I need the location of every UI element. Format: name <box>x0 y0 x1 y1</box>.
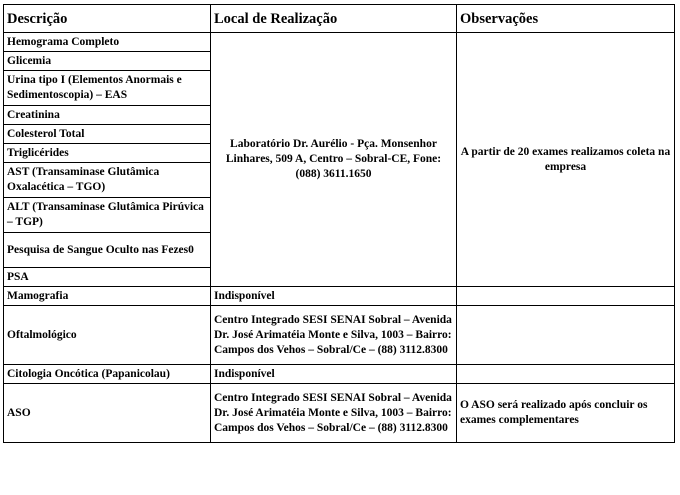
exam-psa: PSA <box>4 268 211 287</box>
oftalmologico-local: Centro Integrado SESI SENAI Sobral – Avenida Dr. José Arimatéia Monte e Silva, 1003 – Bairro: Campos dos Vehos – Sobral/Ce – (88) 3112.8300 <box>211 306 457 365</box>
header-local: Local de Realização <box>211 5 457 33</box>
table-header-row <box>4 5 675 33</box>
exams-table <box>3 4 675 443</box>
exam-triglicerides: Triglicérides <box>4 144 211 163</box>
exam-ast: AST (Transaminase Glutâmica Oxalacética – TGO) <box>4 163 211 198</box>
exam-aso: ASO <box>4 384 211 443</box>
lab-location-cell: Laboratório Dr. Aurélio - Pça. Monsenhor Linhares, 509 A, Centro – Sobral-CE, Fone: (088) 3611.1650 <box>211 33 457 287</box>
aso-local: Centro Integrado SESI SENAI Sobral – Avenida Dr. José Arimatéia Monte e Silva, 1003 – Bairro: Campos dos Vehos – Sobral/Ce – (88) 3112.8300 <box>211 384 457 443</box>
header-descricao: Descrição <box>4 5 211 33</box>
exam-oftalmologico: Oftalmológico <box>4 306 211 365</box>
exam-hemograma: Hemograma Completo <box>4 33 211 52</box>
exam-colesterol: Colesterol Total <box>4 125 211 144</box>
table-row <box>4 306 675 365</box>
exam-glicemia: Glicemia <box>4 52 211 71</box>
oftalmologico-obs <box>457 306 675 365</box>
table-row <box>4 33 675 52</box>
table-row <box>4 365 675 384</box>
exam-alt: ALT (Transaminase Glutâmica Pirúvica – TGP) <box>4 198 211 233</box>
mamografia-local: Indisponível <box>211 287 457 306</box>
exam-urina: Urina tipo I (Elementos Anormais e Sedimentoscopia) – EAS <box>4 71 211 106</box>
aso-obs: O ASO será realizado após concluir os exames complementares <box>457 384 675 443</box>
exam-sangue-oculto: Pesquisa de Sangue Oculto nas Fezes0 <box>4 233 211 268</box>
citologia-local: Indisponível <box>211 365 457 384</box>
table-row <box>4 287 675 306</box>
exam-citologia: Citologia Oncótica (Papanicolau) <box>4 365 211 384</box>
lab-observation-cell: A partir de 20 exames realizamos coleta na empresa <box>457 33 675 287</box>
mamografia-obs <box>457 287 675 306</box>
citologia-obs <box>457 365 675 384</box>
table-row <box>4 384 675 443</box>
exam-mamografia: Mamografia <box>4 287 211 306</box>
exam-creatinina: Creatinina <box>4 106 211 125</box>
header-observacoes: Observações <box>457 5 675 33</box>
